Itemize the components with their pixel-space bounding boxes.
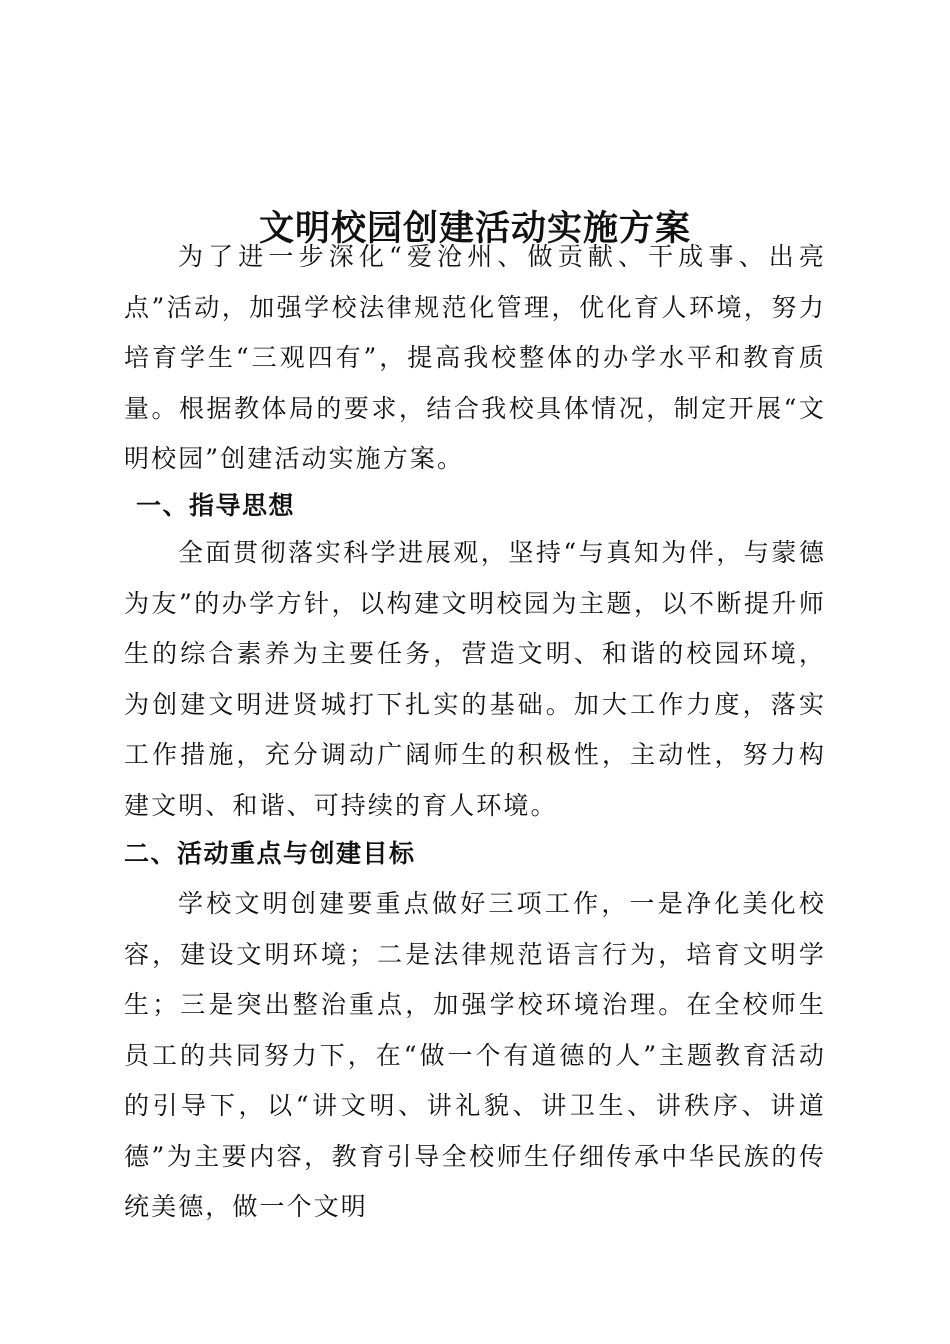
section-heading-guiding-thought: 一、指导思想 [136,491,296,520]
intro-paragraph: 为了进一步深化“爱沧州、做贡献、干成事、出亮点”活动，加强学校法律规范化管理，优化育人环境，努力培育学生“三观四有”，提高我校整体的办学水平和教育质量。根据教体局的要求，结合我校具体情况，制定开展“文明校园”创建活动实施方案。 [124,242,826,473]
section-heading-activity-focus: 二、活动重点与创建目标 [124,839,416,868]
document-title: 文明校园创建活动实施方案 [258,208,691,250]
section-body-activity-focus: 学校文明创建要重点做好三项工作，一是净化美化校容，建设文明环境；二是法律规范语言行为，培育文明学生；三是突出整治重点，加强学校环境治理。在全校师生员工的共同努力下，在“做一个有道德的人”主题教育活动的引导下，以“讲文明、讲礼貌、讲卫生、讲秩序、讲道德”为主要内容，教育引导全校师生仔细传承中华民族的传统美德，做一个文明 [124,889,826,1221]
section-body-guiding-thought: 全面贯彻落实科学进展观，坚持“与真知为伴，与蒙德为友”的办学方针，以构建文明校园为主题，以不断提升师生的综合素养为主要任务，营造文明、和谐的校园环境，为创建文明进贤城打下扎实的基础。加大工作力度，落实工作措施，充分调动广阔师生的积极性，主动性，努力构建文明、和谐、可持续的育人环境。 [124,538,826,820]
